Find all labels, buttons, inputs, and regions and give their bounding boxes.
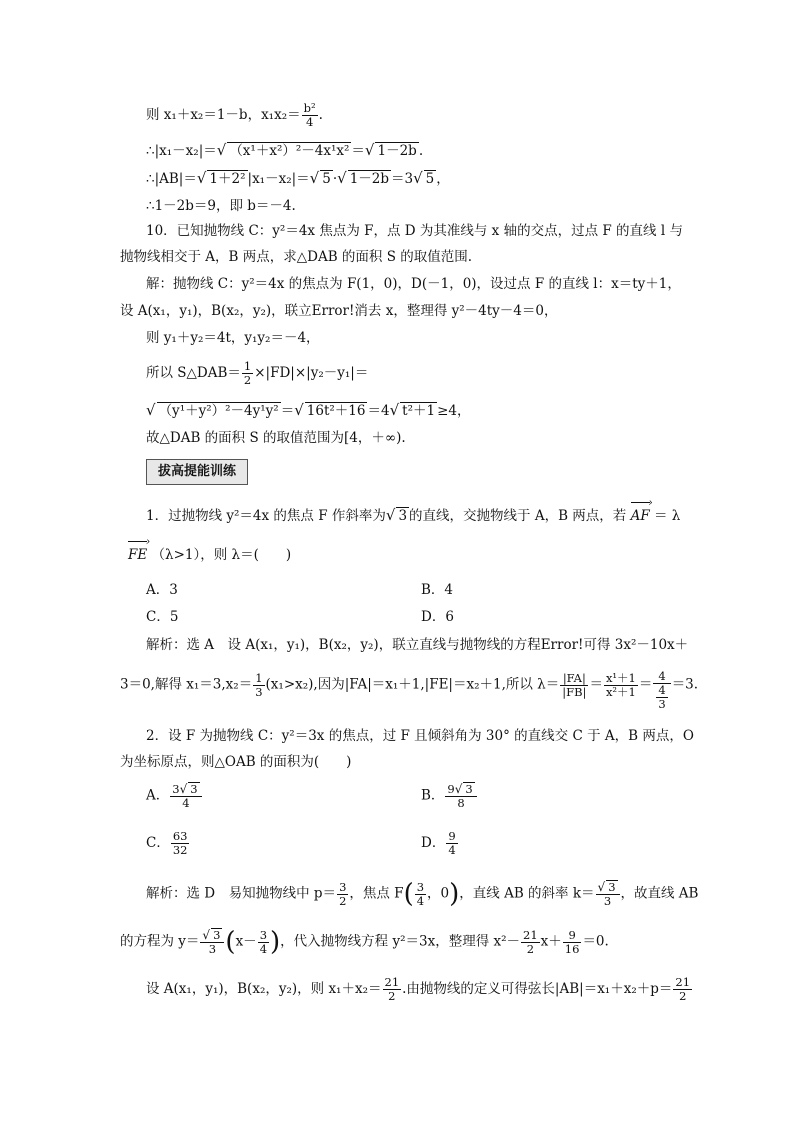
fraction: $\frac{\text{b²}}{4}$ [303,101,316,129]
problem-10-stem: 10．已知抛物线 C：y²＝4x 焦点为 F，点 D 为其准线与 x 轴的交点，过点 F 的直线 l 与 [146,223,683,239]
line-1: 则 x₁＋x₂＝1－b，x₁x₂＝ $\frac{\text{b²}}{4}$ . [146,101,323,129]
sqrt-symbol: √ [216,141,227,159]
question-2-stem-cont: 为坐标原点，则△OAB 的面积为( ) [120,754,352,770]
section-badge: 拔高提能训练 [146,459,248,485]
q1-option-c[interactable]: C．5 [146,609,179,625]
line-2: ∴|x₁－x₂|＝√ （x¹＋x²）²－4x¹x² ＝√ 1－2b . [146,141,424,159]
q2-option-d[interactable]: D． $\frac{9}{4}$ [421,829,456,857]
q1-option-b[interactable]: B．4 [421,582,454,598]
problem-10-stem-cont: 抛物线相交于 A，B 两点，求△DAB 的面积 S 的取值范围. [120,249,473,265]
solution-1-line-1: 解析：选 A 设 A(x₁，y₁)，B(x₂，y₂)，联立直线与抛物线的方程Error!可得 3x²－10x＋ [146,637,689,653]
solution-2-line-1: 解析：选 D 易知抛物线中 p＝ $\frac{3}{2}$ ，焦点 F( $\frac{3}{4}$ ，0)，直线 AB 的斜率 k＝ $\frac{√ 3}{3}$ ，故直线 AB [146,879,699,909]
solution-2-line-2: 的方程为 y＝ $\frac{√ 3}{3}$ (x－ $\frac{3}{4}$ )，代入抛物线方程 y²＝3x，整理得 x²－ $\frac{21}{2}$ x＋ $\frac{9}{16}$ ＝0. [120,927,609,957]
solution-10-line-2: 设 A(x₁，y₁)，B(x₂，y₂)，联立Error!消去 x，整理得 y²－4ty－4＝0， [120,303,558,319]
q2-option-a[interactable]: A． $\frac{3√ 3}{4}$ [146,782,203,810]
solution-10-line-5: √ （y¹＋y²）²－4y¹y² ＝√ 16t²＋16 ＝4√ t²＋1 ≥4， [146,401,471,419]
sqrt-symbol: √ [364,141,375,159]
q2-option-c[interactable]: C． $\frac{63}{32}$ [146,829,188,857]
vector-fe: FE › [128,545,147,565]
solution-10-line-1: 解：抛物线 C：y²＝4x 的焦点为 F(1，0)，D(－1，0)，设过点 F 的直线 l：x＝ty＋1， [146,276,681,292]
question-2-stem: 2．设 F 为抛物线 C：y²＝3x 的焦点，过 F 且倾斜角为 30° 的直线交 C 于 A，B 两点，O [146,728,694,744]
q1-option-a[interactable]: A．3 [146,582,178,598]
q1-option-d[interactable]: D．6 [421,609,454,625]
solution-10-line-4: 所以 S△DAB＝ $\frac{1}{2}$ ×|FD|×|y₂－y₁|＝ [146,359,369,387]
question-1-stem: 1．过抛物线 y²＝4x 的焦点 F 作斜率为√ 3 的直线，交抛物线于 A，B 两点，若 AF › ＝ λ [146,505,680,526]
solution-1-line-2: 3＝0,解得 x₁＝3,x₂＝ $\frac{1}{3}$ (x₁>x₂),因为|FA|＝x₁＋1,|FE|＝x₂＋1,所以 λ＝ $\frac{|FA|}{|FB|}$ ＝ $\frac{\text{x¹＋1}}{\text{x²＋1}}$ ＝ $\frac{4}{\frac{4}{3}}$ ＝3. [120,669,699,711]
line-3: ∴|AB|＝√ 1＋2² |x₁－x₂|＝√ 5 ·√ 1－2b ＝3√ 5 ， [146,169,450,187]
line-4: ∴1－2b＝9，即 b＝－4. [146,198,296,214]
solution-10-line-6: 故△DAB 的面积 S 的取值范围为[4，＋∞). [146,430,406,446]
q2-option-b[interactable]: B． $\frac{9√ 3}{8}$ [421,782,478,810]
vector-af: AF › [631,506,650,526]
question-1-stem-cont: FE › （λ>1），则 λ＝( ) [128,545,291,565]
solution-10-line-3: 则 y₁＋y₂＝4t，y₁y₂＝－4， [146,330,320,346]
solution-2-line-3: 设 A(x₁，y₁)，B(x₂，y₂)，则 x₁＋x₂＝ $\frac{21}{2}$ .由抛物线的定义可得弦长|AB|＝x₁＋x₂＋p＝ $\frac{21}{2}$ [146,975,691,1003]
